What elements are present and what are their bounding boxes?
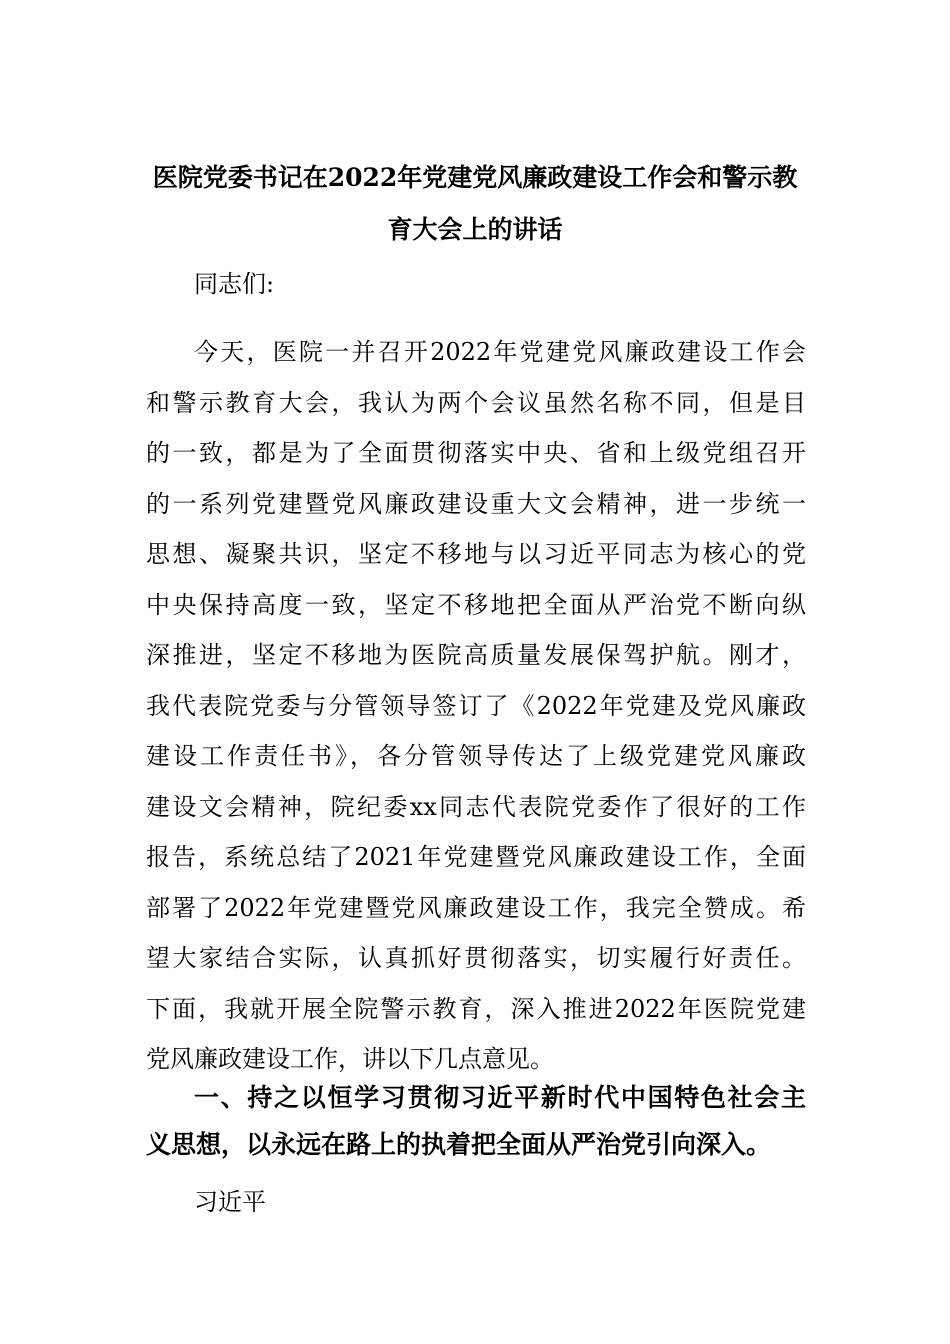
salutation — [146, 259, 806, 310]
paragraph-line: 下面，我就开展全院警示教育，深入推进2022年医院党建 — [146, 994, 806, 1023]
paragraph-line: 习近平 — [194, 1188, 266, 1216]
document-title — [120, 152, 830, 256]
heading-line: 一、持之以恒学习贯彻习近平新时代中国特色社会主 — [194, 1083, 806, 1112]
paragraph-line: 的一系列党建暨党风廉政建设重大文会精神，进一步统一 — [146, 489, 806, 518]
paragraph-line: 报告，系统总结了2021年党建暨党风廉政建设工作，全面 — [146, 843, 806, 871]
paragraph-line: 建设文会精神，院纪委xx同志代表院党委作了很好的工作 — [146, 792, 806, 821]
paragraph-line: 我代表院党委与分管领导签订了《2022年党建及党风廉政 — [146, 691, 806, 720]
paragraph-opening — [146, 327, 806, 1085]
paragraph-line: 思想、凝聚共识，坚定不移地与以习近平同志为核心的党 — [146, 540, 806, 568]
paragraph-line: 中央保持高度一致，坚定不移地把全面从严治党不断向纵 — [146, 590, 806, 619]
paragraph-line: 的一致，都是为了全面贯彻落实中央、省和上级党组召开 — [146, 439, 806, 467]
paragraph-line: 今天，医院一并召开2022年党建党风廉政建设工作会 — [194, 338, 806, 366]
paragraph-line: 深推进，坚定不移地为医院高质量发展保驾护航。刚才， — [146, 641, 806, 669]
paragraph-line: 部署了2022年党建暨党风廉政建设工作，我完全赞成。希 — [146, 893, 806, 922]
title-line: 医院党委书记在2022年党建党风廉政建设工作会和警示教 — [152, 163, 798, 192]
paragraph-line: 党风廉政建设工作，讲以下几点意见。 — [146, 1045, 554, 1073]
title-line: 育大会上的讲话 — [387, 215, 563, 244]
paragraph-section-1 — [146, 1177, 806, 1228]
heading-line: 义思想，以永远在路上的执着把全面从严治党引向深入。 — [146, 1130, 772, 1159]
salutation-text: 同志们: — [194, 270, 275, 298]
paragraph-line: 望大家结合实际，认真抓好贯彻落实，切实履行好责任。 — [146, 944, 806, 972]
paragraph-line: 和警示教育大会，我认为两个会议虽然名称不同，但是目 — [146, 388, 806, 417]
paragraph-line: 建设工作责任书》，各分管领导传达了上级党建党风廉政 — [146, 742, 806, 770]
section-heading-1 — [146, 1074, 806, 1168]
